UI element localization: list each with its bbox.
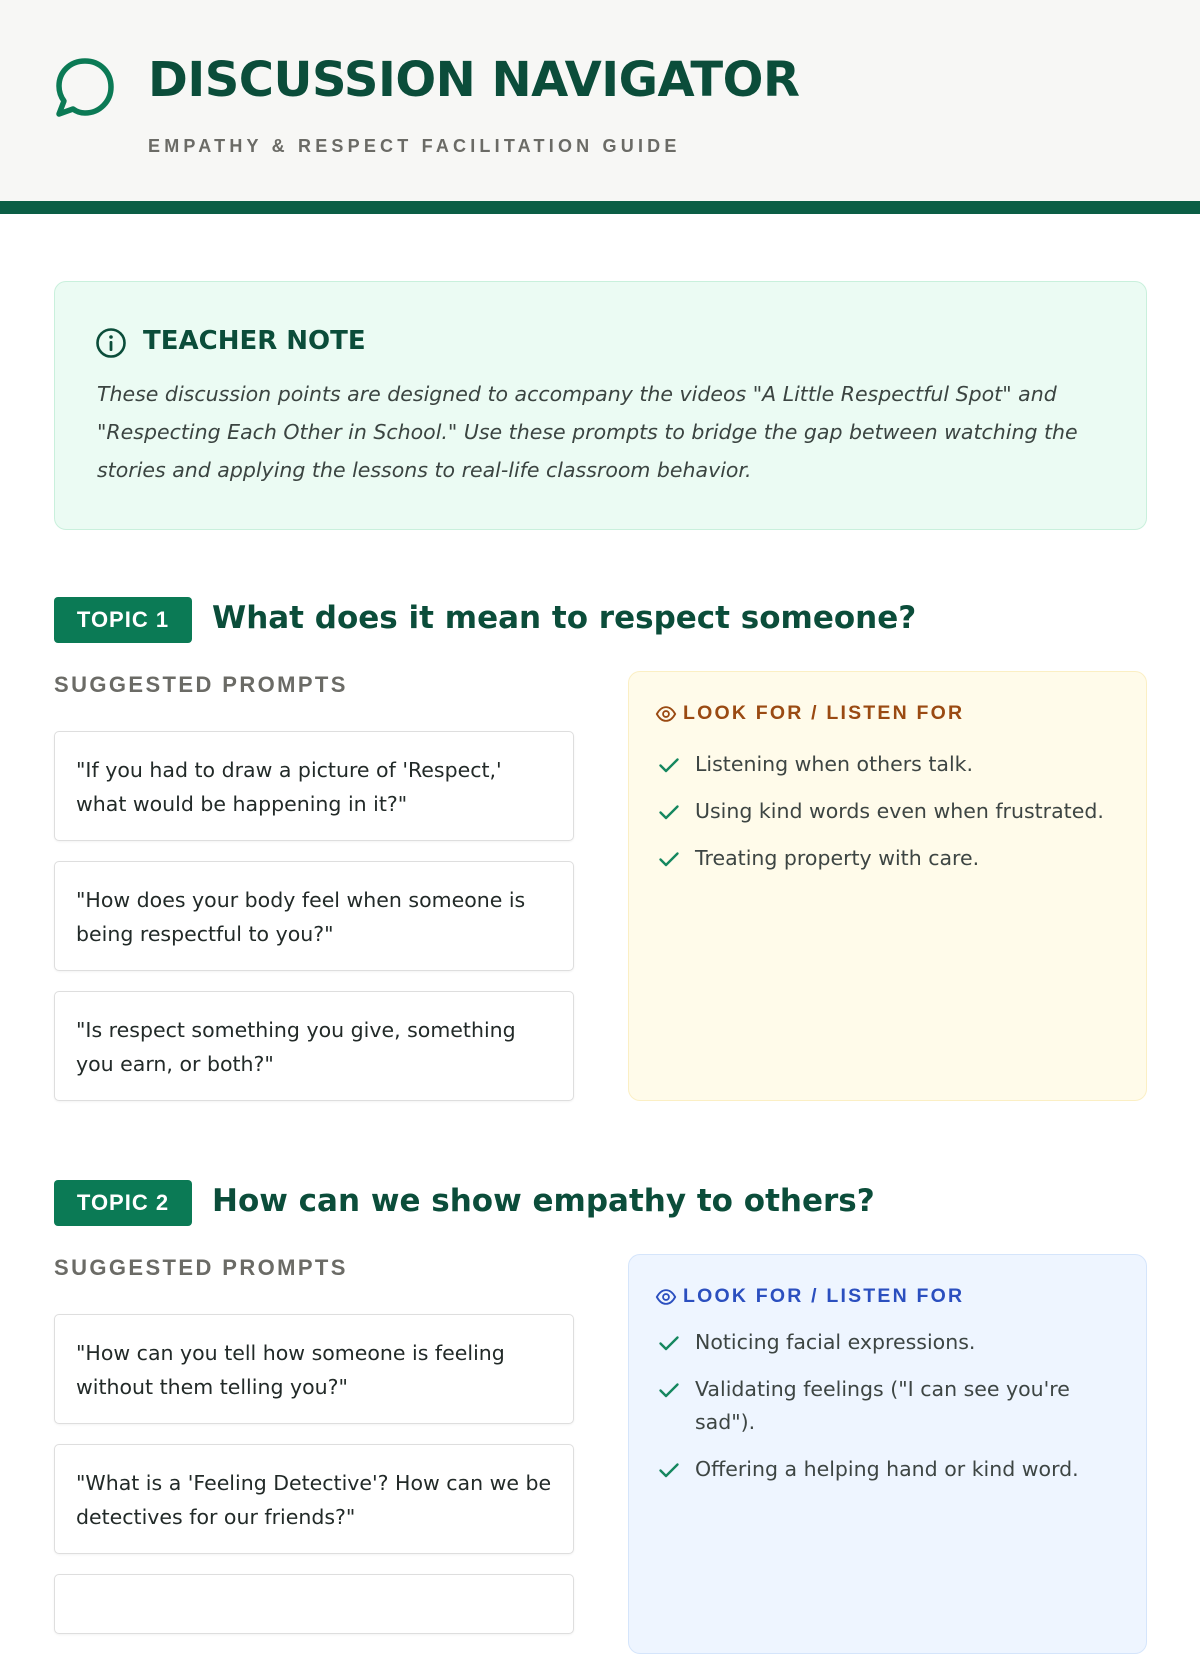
teacher-note [54,281,1147,530]
look-for-list [657,1326,1127,1500]
topic-2-prompts-label: SUGGESTED PROMPTS [54,1255,348,1280]
topic-1-title: What does it mean to respect someone? [212,600,917,636]
topic-2-title: How can we show empathy to others? [212,1183,875,1219]
look-for-title: LOOK FOR / LISTEN FOR [683,1285,965,1307]
eye-icon [655,703,677,725]
check-icon [657,1378,681,1402]
topic-2-look-for-panel [628,1254,1147,1654]
look-for-item [657,795,1127,828]
prompt-card: "How does your body feel when someone is being respectful to you?" [54,861,574,971]
topic-1-prompts-label: SUGGESTED PROMPTS [54,672,348,697]
look-for-header [655,1285,964,1308]
page-subtitle: EMPATHY & RESPECT FACILITATION GUIDE [148,136,681,156]
look-for-list [657,748,1127,889]
look-for-item [657,842,1127,875]
look-for-item-text: Treating property with care. [695,846,980,870]
check-icon [657,753,681,777]
prompt-card: "What is a 'Feeling Detective'? How can we be detectives for our friends?" [54,1444,574,1554]
look-for-item-text: Using kind words even when frustrated. [695,799,1104,823]
teacher-note-title: TEACHER NOTE [143,326,366,356]
look-for-header [655,702,964,725]
prompt-card: "How can you tell how someone is feeling without them telling you?" [54,1314,574,1424]
prompt-card: "If you had to draw a picture of 'Respect,' what would be happening in it?" [54,731,574,841]
look-for-item-text: Offering a helping hand or kind word. [695,1457,1079,1481]
look-for-item [657,1373,1127,1439]
check-icon [657,1458,681,1482]
prompt-card: "Is respect something you give, something you earn, or both?" [54,991,574,1101]
info-icon [95,327,127,359]
look-for-item [657,1453,1127,1486]
topic-1-badge: TOPIC 1 [54,597,192,643]
topic-2-badge: TOPIC 2 [54,1180,192,1226]
prompt-card-partial [54,1574,574,1634]
check-icon [657,800,681,824]
look-for-item-text: Listening when others talk. [695,752,974,776]
topic-1-look-for-panel [628,671,1147,1101]
look-for-item [657,748,1127,781]
look-for-item-text: Validating feelings ("I can see you're sad"). [695,1377,1070,1434]
chat-bubble-icon [53,55,117,119]
page-title: DISCUSSION NAVIGATOR [148,52,800,108]
check-icon [657,1331,681,1355]
eye-icon [655,1286,677,1308]
teacher-note-body: These discussion points are designed to accompany the videos "A Little Respectful Spot" and "Respecting Each Other in School." Use these prompts to bridge the gap between watching the stories and applying the lessons to real-life classroom behavior. [97,382,1078,482]
look-for-item-text: Noticing facial expressions. [695,1330,976,1354]
page-header [0,0,1200,214]
look-for-item [657,1326,1127,1359]
look-for-title: LOOK FOR / LISTEN FOR [683,702,965,724]
check-icon [657,847,681,871]
